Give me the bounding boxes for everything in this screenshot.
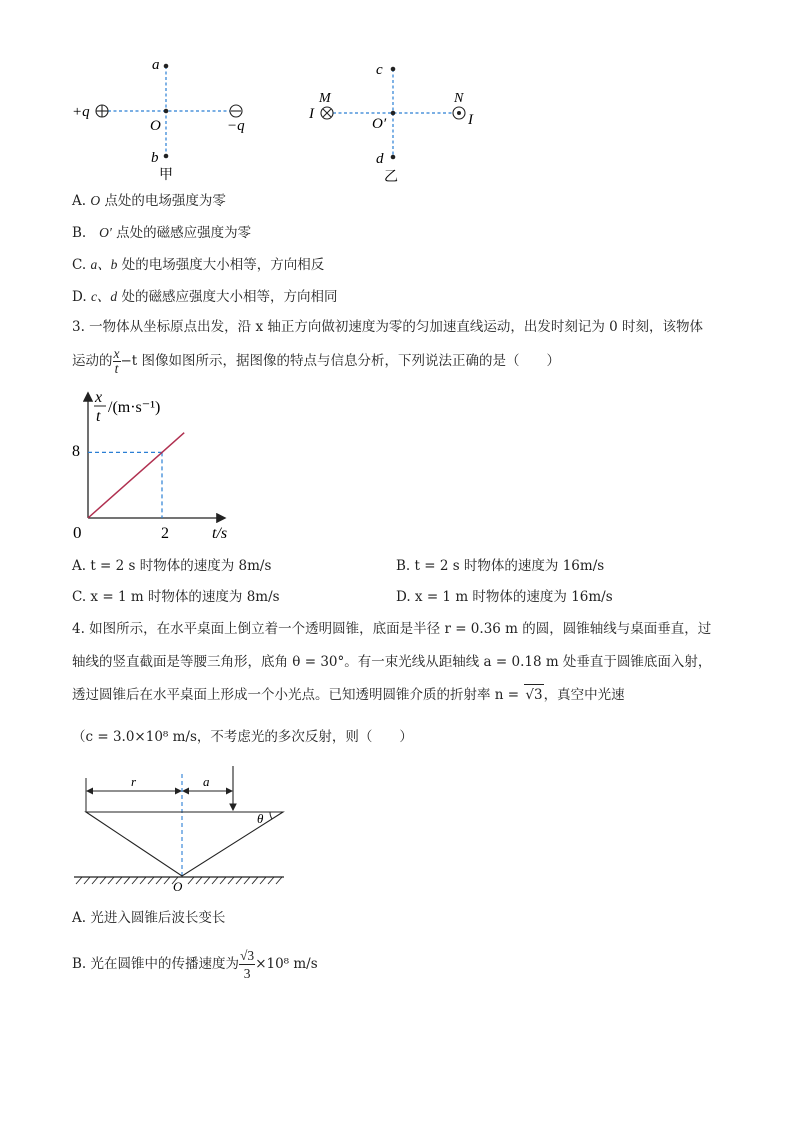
fig-label-O: O [173, 879, 183, 894]
chart-xlabel: t/s [212, 525, 228, 542]
jia-label-plus-q: +q [72, 104, 90, 120]
jia-point-b [164, 154, 169, 159]
chart-ytick-8: 8 [72, 443, 80, 460]
q3-option-c: C. x = 1 m 时物体的速度为 8m/s [72, 589, 280, 605]
q4-line-1: 4. 如图所示，在水平桌面上倒立着一个透明圆锥，底面是半径 r = 0.36 m 的圆，圆锥轴线与桌面垂直，过 [72, 621, 712, 637]
jia-label-b: b [151, 150, 159, 166]
fig-label-r: r [131, 774, 137, 789]
yi-point-d [391, 155, 396, 160]
q3-line-1: 3. 一物体从坐标原点出发，沿 x 轴正方向做初速度为零的匀加速直线运动，出发时刻记为 0 时刻，该物体 [72, 319, 704, 335]
q2-option-d: D. c、d 处的磁感应强度大小相等，方向相同 [72, 289, 338, 305]
yi-label-M: M [319, 91, 331, 106]
q3-line-2: 运动的 $\frac{x}{t}$ −t 图像如图所示，据图像的特点与信息分析，下列说法正确的是（ ） [72, 346, 561, 376]
jia-point-a [164, 64, 169, 69]
q3-xt-chart [64, 388, 244, 544]
q3-option-a: A. t = 2 s 时物体的速度为 8m/s [72, 558, 272, 574]
q4-cone-figure [70, 760, 300, 895]
yi-label-O-prime: O′ [372, 116, 387, 132]
q4-option-b-fraction: $\frac{√3}{3}$ [240, 948, 255, 981]
chart-ylabel-unit: /(m·s⁻¹) [108, 399, 161, 416]
q3-option-b: B. t = 2 s 时物体的速度为 16m/s [396, 558, 605, 574]
theta-angle-arc [270, 812, 272, 819]
fig-label-theta: θ [257, 811, 264, 826]
q4-line-4: （c = 3.0×10⁸ m/s，不考虑光的多次反射，则（ ） [72, 729, 413, 745]
figure-yi [300, 56, 500, 186]
q4-line-3: 透过圆锥后在水平桌面上形成一个小光点。已知透明圆锥介质的折射率 n = √3，真空中光速 [72, 684, 625, 705]
chart-xtick-2: 2 [161, 525, 169, 542]
yi-label-c: c [376, 62, 383, 78]
current-out-of-page-icon [453, 107, 465, 119]
yi-label-d: d [376, 151, 384, 167]
chart-series-line [88, 433, 184, 518]
chart-ylabel-den: t [96, 408, 101, 425]
q2-option-b: B. O′ 点处的磁感应强度为零 [72, 225, 252, 241]
q4-line-2: 轴线的竖直截面是等腰三角形，底角 θ = 30°。有一束光线从距轴线 a = 0.18 m 处垂直于圆锥底面入射， [72, 654, 712, 670]
plus-charge-icon [96, 105, 108, 117]
yi-label-I-left: I [309, 106, 314, 122]
cone-cross-section [86, 812, 283, 876]
sqrt-symbol: √3 [524, 684, 543, 705]
chart-ylabel-num: x [95, 389, 103, 406]
q3-fraction: $\frac{x}{t}$ [113, 346, 120, 376]
q4-option-a: A. 光进入圆锥后波长变长 [72, 910, 226, 926]
q2-option-c: C. a、b 处的电场强度大小相等，方向相反 [72, 257, 325, 273]
jia-label-minus-q: −q [227, 118, 245, 134]
jia-caption: 甲 [159, 168, 173, 182]
chart-xtick-0: 0 [73, 523, 82, 542]
minus-charge-icon [230, 105, 242, 117]
q2-option-a: A. O 点处的电场强度为零 [72, 193, 226, 209]
jia-point-O [164, 109, 169, 114]
yi-point-c [391, 67, 396, 72]
yi-caption: 乙 [384, 170, 398, 185]
current-into-page-icon [321, 107, 333, 119]
jia-label-O: O [150, 118, 161, 134]
yi-point-O-prime [391, 111, 396, 116]
yi-label-I-right: I [468, 112, 473, 128]
q4-option-b: B. 光在圆锥中的传播速度为 $\frac{√3}{3}$ ×10⁸ m/s [72, 948, 318, 981]
jia-label-a: a [152, 57, 160, 73]
figure-jia [60, 52, 260, 182]
q3-option-d: D. x = 1 m 时物体的速度为 16m/s [396, 589, 613, 605]
yi-label-N: N [454, 91, 464, 106]
fig-label-a: a [203, 774, 210, 789]
